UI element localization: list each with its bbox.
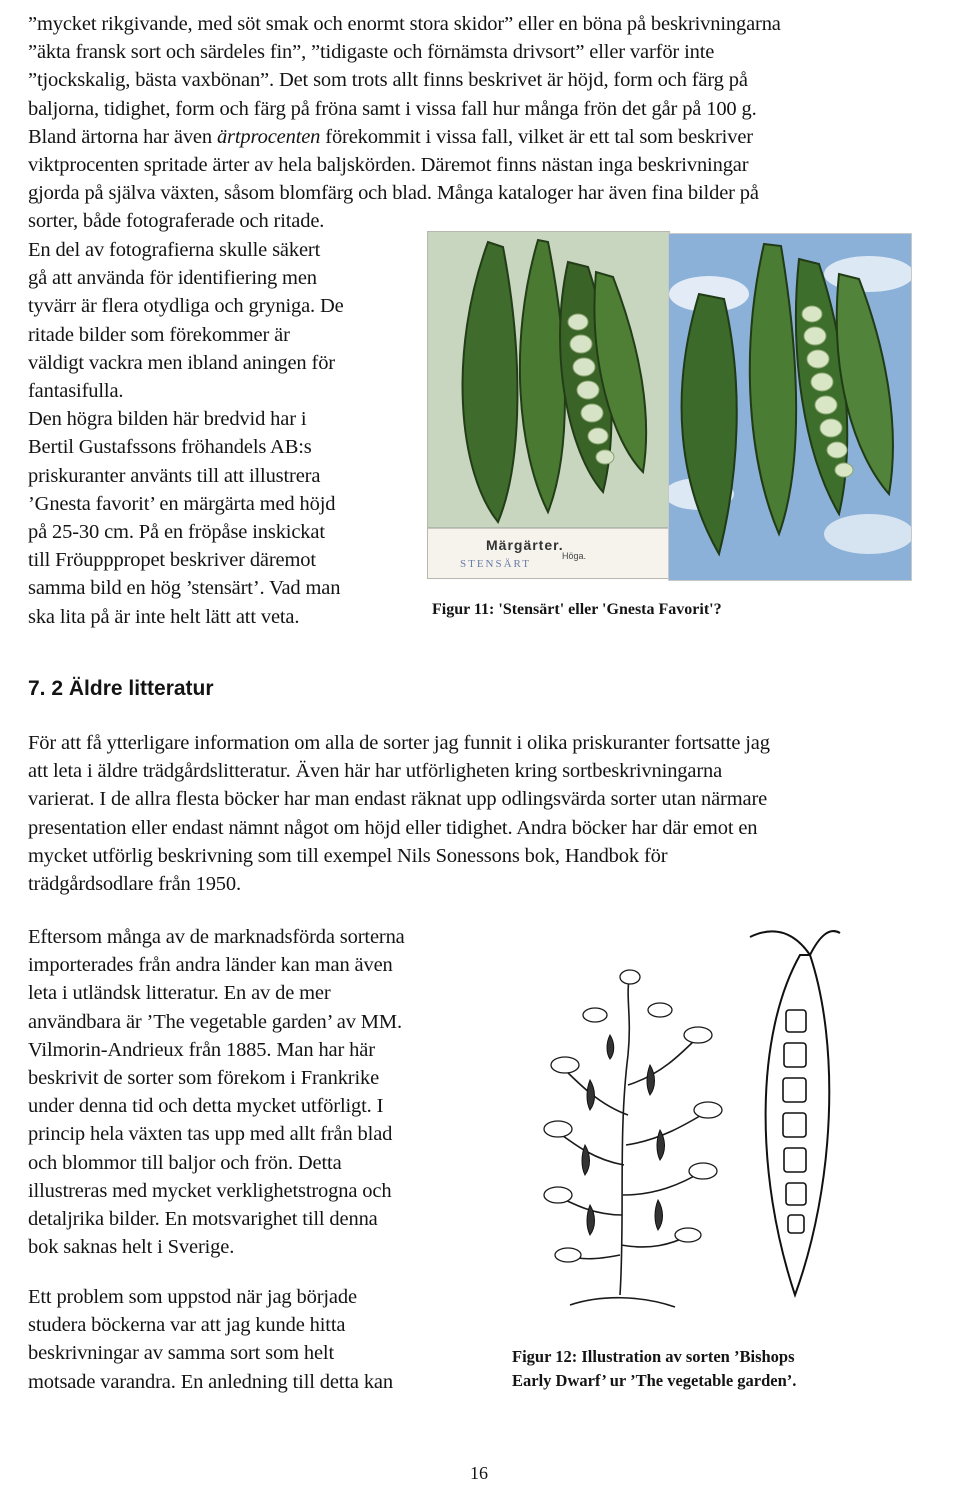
packet-stamp: STENSÄRT <box>460 558 531 570</box>
text-line: ritade bilder som förekommer är <box>28 323 290 346</box>
text-line: väldigt vackra men ibland aningen för <box>28 351 335 374</box>
pea-pods-drawing <box>428 232 669 578</box>
figure-11-caption: Figur 11: 'Stensärt' eller 'Gnesta Favorit'? <box>432 601 722 618</box>
text-line: varierat. I de allra flesta böcker har man endast räknat upp odlingsvärda sorter utan närmare <box>28 788 768 811</box>
text-line: Den högra bilden här bredvid har i <box>28 408 307 431</box>
pea-catalog-image <box>668 233 912 581</box>
text-line: gå att använda för identifiering men <box>28 267 317 290</box>
text-line: Vilmorin-Andrieux från 1885. Man har här <box>28 1038 375 1061</box>
text-line: beskrivit de sorter som förekom i Frankrike <box>28 1067 380 1090</box>
text-line: på 25-30 cm. På en fröpåse inskickat <box>28 521 325 544</box>
italic-term: ärtprocenten <box>216 125 321 148</box>
intro-paragraph <box>28 10 943 236</box>
text-line: ”tjockskalig, bästa vaxbönan”. Det som trots allt finns beskrivet är höjd, form och färg på <box>28 69 748 92</box>
text-line: tyvärr är flera otydliga och gryniga. De <box>28 295 344 318</box>
page-number: 16 <box>470 1463 488 1483</box>
caption-line: Figur 12: Illustration av sorten ’Bishops <box>512 1347 795 1366</box>
text-line: till Fröupppropet beskriver däremot <box>28 549 316 572</box>
packet-sublabel: Höga. <box>562 551 587 561</box>
text-line: ”äkta fransk sort och särdeles fin”, ”tidigaste och förnämsta drivsort” eller varför inte <box>28 41 715 64</box>
text-line: beskrivningar av samma sort som helt <box>28 1342 335 1365</box>
text-line: samma bild en hög ’stensärt’. Vad man <box>28 577 341 600</box>
text-line: gjorda på själva växten, såsom blomfärg och blad. Många kataloger har även fina bilder på <box>28 182 759 205</box>
text-line: För att få ytterligare information om alla de sorter jag funnit i olika priskuranter fortsatte jag <box>28 732 770 754</box>
text-line: ’Gnesta favorit’ en märgärta med höjd <box>28 492 336 515</box>
text-line: motsade varandra. En anledning till detta kan <box>28 1370 393 1393</box>
pea-plant-drawing <box>510 915 920 1325</box>
text-line: och blommor till baljor och frön. Detta <box>28 1151 342 1174</box>
text-line: presentation eller endast nämnt något om höjd eller tidighet. Andra böcker har där emot en <box>28 816 758 839</box>
text-fragment: förekommit i vissa fall, vilket är ett tal som beskriver <box>320 125 753 148</box>
packet-label: Märgärter. <box>486 537 564 553</box>
pea-pods-sky-drawing <box>669 234 911 580</box>
text-line: illustreras med mycket verklighetstrogna och <box>28 1179 392 1202</box>
text-line: mycket utförlig beskrivning som till exempel Nils Sonessons bok, Handbok för <box>28 844 668 867</box>
text-line: baljorna, tidighet, form och färg på fröna samt i vissa fall hur många frön det går på 100 g. <box>28 97 757 120</box>
text-line: trädgårdsodlare från 1950. <box>28 873 241 896</box>
text-line: studera böckerna var att jag kunde hitta <box>28 1314 346 1337</box>
text-line: princip hela växten tas upp med allt från blad <box>28 1123 393 1146</box>
text-fragment: Bland ärtorna har även <box>28 125 217 148</box>
text-line: Ett problem som uppstod när jag började <box>28 1286 357 1308</box>
text-line: Eftersom många av de marknadsförda sorterna <box>28 926 405 948</box>
text-line: En del av fotografierna skulle säkert <box>28 239 321 261</box>
text-line: användbara är ’The vegetable garden’ av MM. <box>28 1010 402 1033</box>
paragraph <box>28 729 943 898</box>
text-line: under denna tid och detta mycket utförligt. I <box>28 1095 384 1118</box>
figure-side-text <box>28 236 420 631</box>
text-line: detaljrika bilder. En motsvarighet till denna <box>28 1208 378 1231</box>
text-line: att leta i äldre trädgårdslitteratur. Även här har utförligheten kring sortbeskrivningarna <box>28 760 723 783</box>
pea-plant-illustration <box>510 915 920 1325</box>
paragraph <box>28 1283 498 1396</box>
pea-packet-image <box>427 231 670 579</box>
text-line: leta i utländsk litteratur. En av de mer <box>28 982 331 1005</box>
text-line: priskuranter använts till att illustrera <box>28 464 321 487</box>
figure-12-caption <box>512 1345 796 1393</box>
text-line: sorter, både fotograferade och ritade. <box>28 210 325 233</box>
text-line: ska lita på är inte helt lätt att veta. <box>28 605 300 628</box>
text-line: importerades från andra länder kan man även <box>28 954 393 977</box>
caption-line: Early Dwarf’ ur ’The vegetable garden’. <box>512 1371 797 1390</box>
section-heading: 7. 2 Äldre litteratur <box>28 677 214 700</box>
text-line: viktprocenten spritade ärter av hela baljskörden. Däremot finns nästan inga beskrivningar <box>28 154 749 177</box>
text-line: Bertil Gustafssons fröhandels AB:s <box>28 436 312 459</box>
text-line: fantasifulla. <box>28 380 124 403</box>
text-line: ”mycket rikgivande, med söt smak och enormt stora skidor” eller en böna på beskrivningarna <box>28 13 781 35</box>
paragraph <box>28 923 498 1261</box>
text-line <box>28 123 943 151</box>
text-line: bok saknas helt i Sverige. <box>28 1236 235 1259</box>
